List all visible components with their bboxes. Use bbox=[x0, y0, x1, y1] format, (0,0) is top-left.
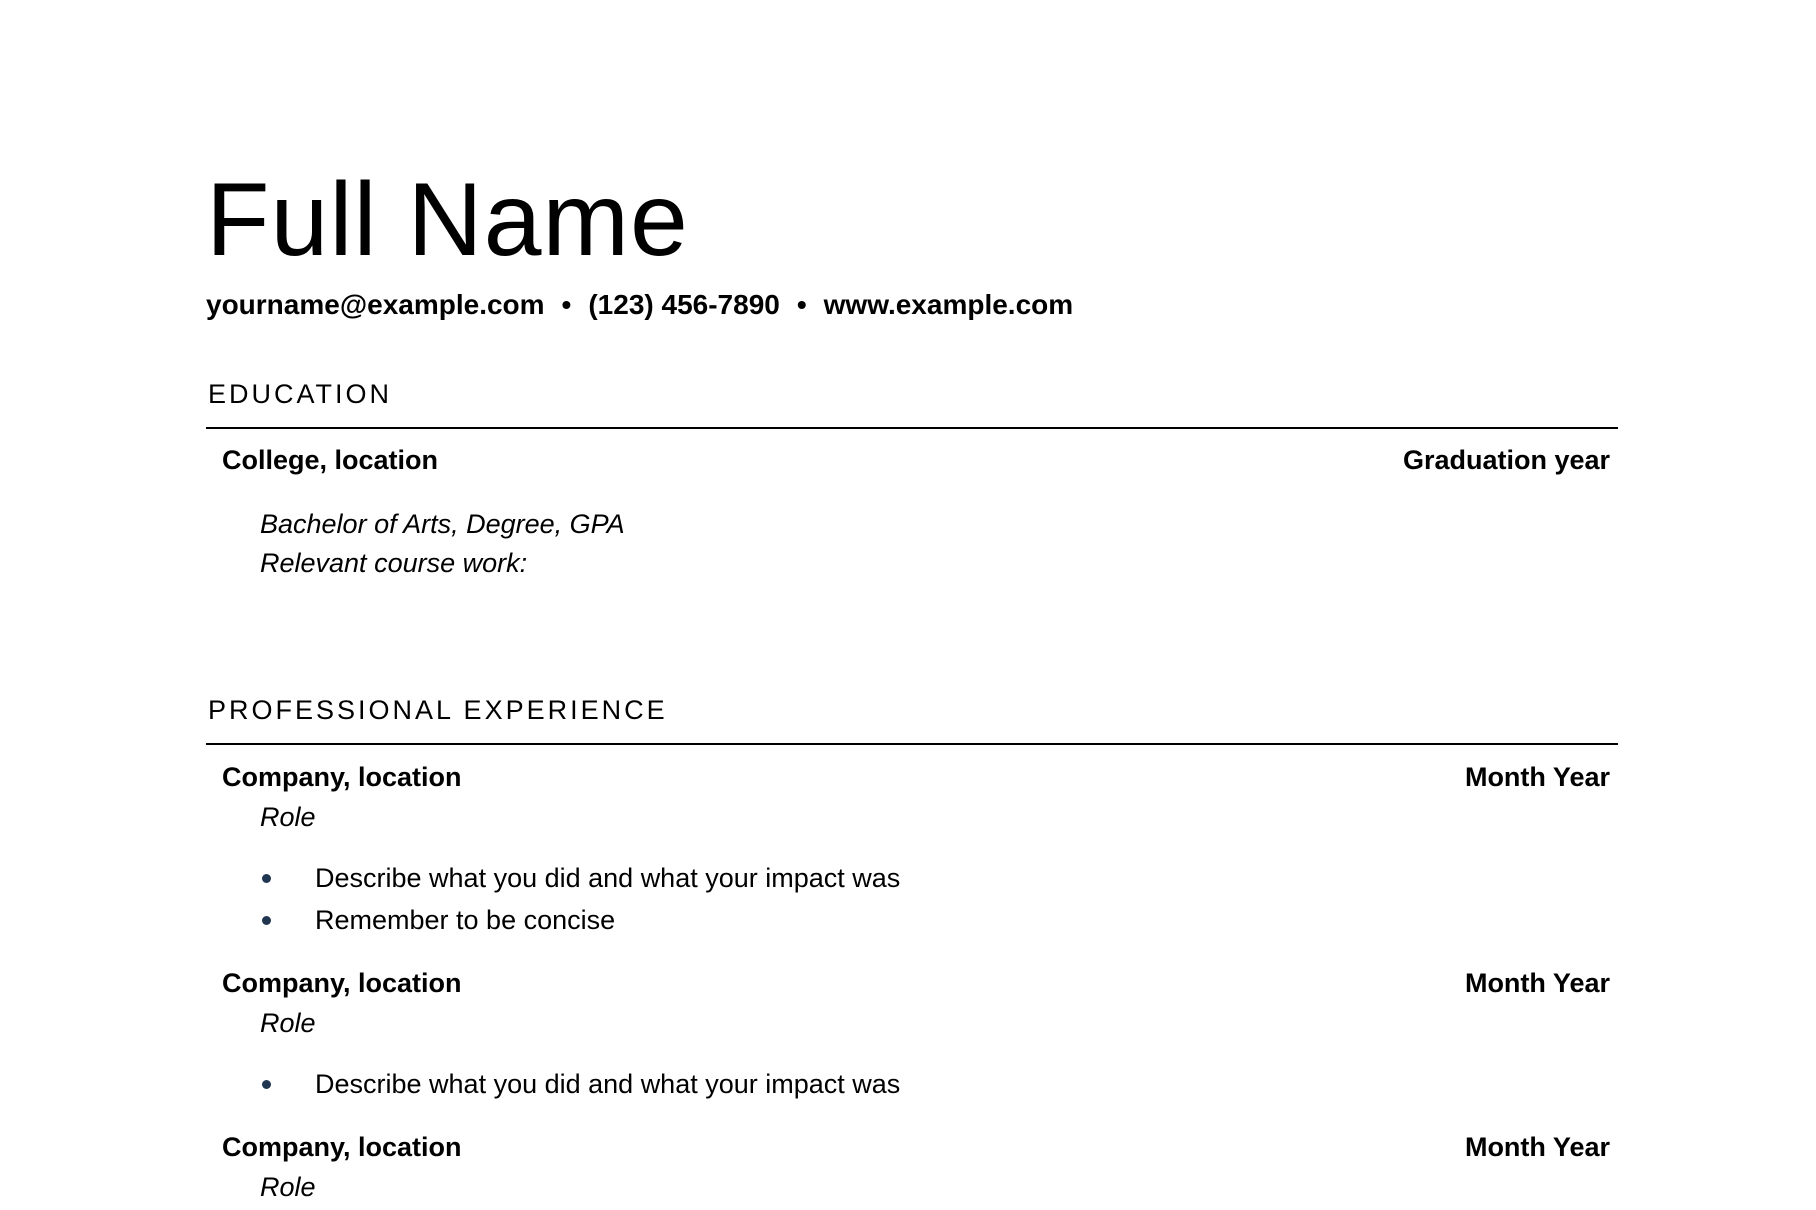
experience-divider bbox=[206, 743, 1618, 745]
education-graduation-year: Graduation year bbox=[1402, 445, 1610, 475]
phone-text: (123) 456-7890 bbox=[588, 289, 780, 320]
job-company: Company, location bbox=[222, 762, 462, 792]
job-company: Company, location bbox=[222, 1132, 462, 1162]
job-role: Role bbox=[260, 1008, 316, 1038]
job-date: Month Year bbox=[1464, 1132, 1610, 1162]
job-company: Company, location bbox=[222, 968, 462, 998]
education-degree: Bachelor of Arts, Degree, GPA bbox=[260, 509, 625, 539]
education-divider bbox=[206, 427, 1618, 429]
contact-line bbox=[206, 288, 1073, 322]
job-date: Month Year bbox=[1464, 762, 1610, 792]
job-role: Role bbox=[260, 802, 316, 832]
full-name-heading: Full Name bbox=[206, 162, 689, 278]
job-date: Month Year bbox=[1464, 968, 1610, 998]
bullet-icon bbox=[262, 1080, 271, 1089]
job-bullet-text: Describe what you did and what your impact was bbox=[315, 1069, 901, 1099]
education-section-title: EDUCATION bbox=[208, 379, 393, 409]
contact-separator: • bbox=[561, 289, 572, 320]
bullet-icon bbox=[262, 916, 271, 925]
experience-section-title: PROFESSIONAL EXPERIENCE bbox=[208, 695, 668, 725]
email-text: yourname@example.com bbox=[206, 289, 545, 320]
education-coursework: Relevant course work: bbox=[260, 548, 528, 578]
job-role: Role bbox=[260, 1172, 316, 1202]
job-bullet-text: Describe what you did and what your impact was bbox=[315, 863, 901, 893]
education-school: College, location bbox=[222, 445, 439, 475]
job-bullet-text: Remember to be concise bbox=[315, 905, 616, 935]
bullet-icon bbox=[262, 874, 271, 883]
website-text: www.example.com bbox=[823, 289, 1074, 320]
contact-separator: • bbox=[796, 289, 807, 320]
